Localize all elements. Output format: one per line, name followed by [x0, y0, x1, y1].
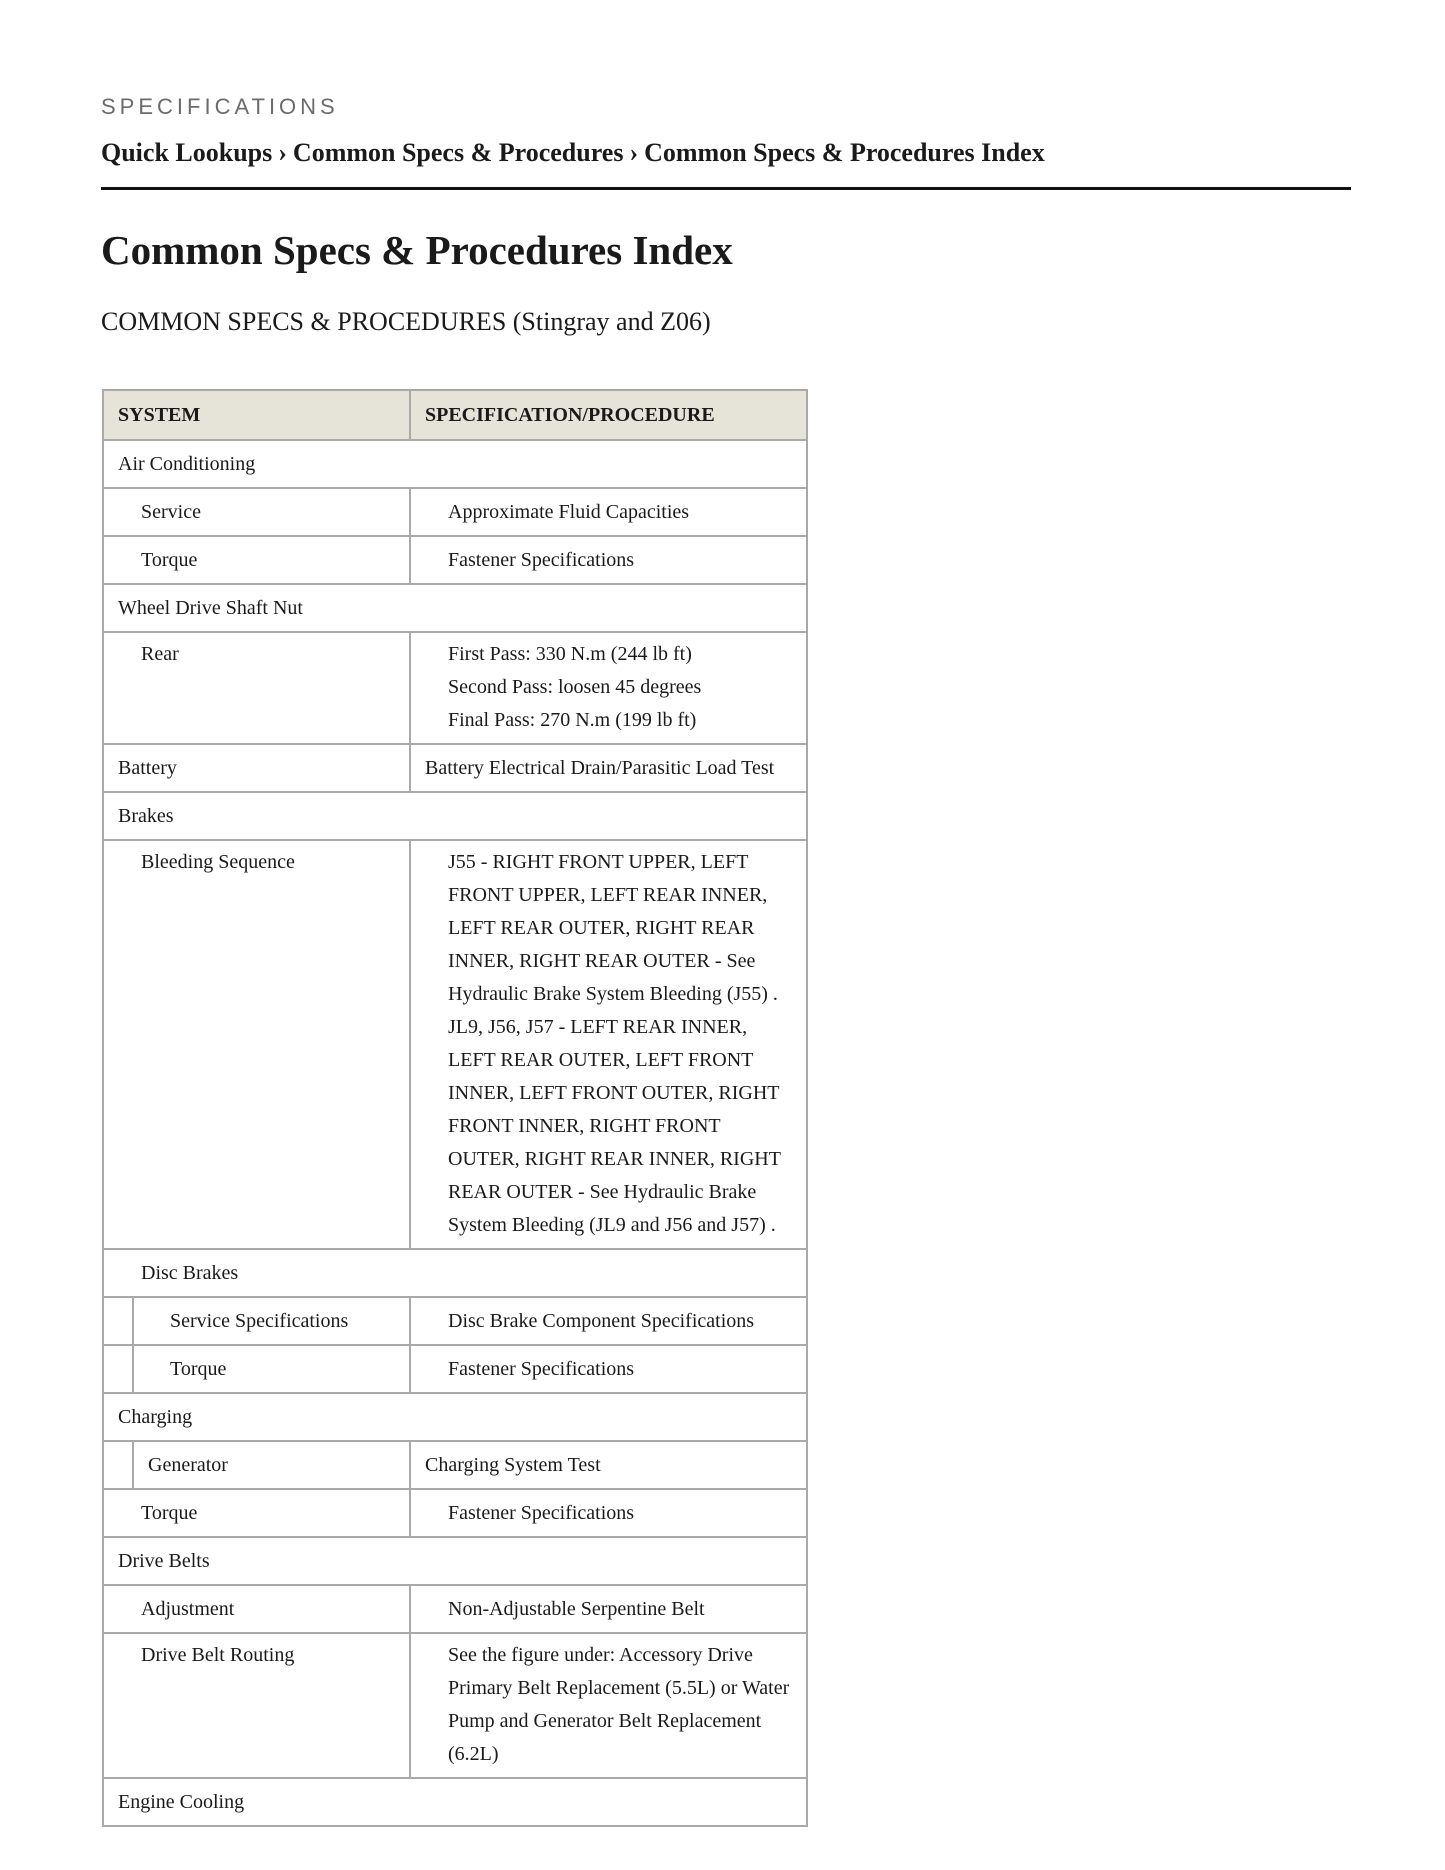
system-label: Torque — [170, 1357, 227, 1380]
indent-stub — [104, 1442, 134, 1488]
table-row — [103, 1297, 807, 1345]
table-row — [103, 1489, 807, 1537]
system-cell: Torque — [103, 536, 410, 584]
nested-wrapper — [104, 1442, 409, 1488]
table-row — [103, 1345, 807, 1393]
system-cell: Rear — [103, 632, 410, 744]
table-row-group — [103, 1778, 807, 1826]
group-drive-belts: Drive Belts — [103, 1537, 807, 1585]
system-cell-nested — [103, 1441, 410, 1489]
page-subtitle: COMMON SPECS & PROCEDURES (Stingray and Z06) — [101, 307, 711, 336]
system-cell-nested — [103, 1297, 410, 1345]
group-disc-brakes: Disc Brakes — [103, 1249, 807, 1297]
system-cell: Battery — [103, 744, 410, 792]
system-label: Generator — [148, 1453, 228, 1476]
breadcrumb-item-index: Common Specs & Procedures Index — [644, 138, 1045, 167]
spec-cell-multiline — [410, 1633, 807, 1778]
spec-link[interactable]: Hydraulic Brake System Bleeding (J55) . — [448, 983, 778, 1005]
group-charging: Charging — [103, 1393, 807, 1441]
spec-link[interactable]: Charging System Test — [410, 1441, 807, 1489]
spec-line: Second Pass: loosen 45 degrees — [448, 676, 702, 698]
spec-line: JL9, J56, J57 - LEFT REAR INNER, — [448, 1016, 748, 1038]
system-cell-nested — [103, 1345, 410, 1393]
system-cell: Drive Belt Routing — [103, 1633, 410, 1778]
spec-line: See the figure under: Accessory Drive — [448, 1644, 753, 1666]
specs-table — [102, 389, 808, 1827]
spec-line: LEFT REAR OUTER, LEFT FRONT — [448, 1049, 754, 1071]
breadcrumb-item-quick-lookups[interactable]: Quick Lookups — [101, 138, 273, 167]
spec-line: First Pass: 330 N.m (244 lb ft) — [448, 643, 692, 665]
table-header-row — [103, 390, 807, 440]
nested-wrapper — [104, 1346, 409, 1392]
table-row-group — [103, 1537, 807, 1585]
table-row — [103, 536, 807, 584]
spec-line: INNER, LEFT FRONT OUTER, RIGHT — [448, 1082, 780, 1104]
spec-link[interactable]: Pump and Generator Belt Replacement — [448, 1710, 762, 1732]
spec-line: FRONT UPPER, LEFT REAR INNER, — [448, 884, 768, 906]
table-row — [103, 840, 807, 1249]
table-row-subgroup — [103, 1249, 807, 1297]
table-row — [103, 744, 807, 792]
spec-line: OUTER, RIGHT REAR INNER, RIGHT — [448, 1148, 781, 1170]
spec-line: (6.2L) — [448, 1743, 499, 1765]
spec-link[interactable]: Fastener Specifications — [410, 1345, 807, 1393]
group-air-conditioning: Air Conditioning — [103, 440, 807, 488]
system-cell: Bleeding Sequence — [103, 840, 410, 1249]
table-row — [103, 1633, 807, 1778]
breadcrumb-separator: › — [629, 138, 639, 167]
system-cell: Torque — [103, 1489, 410, 1537]
spec-link[interactable]: Disc Brake Component Specifications — [410, 1297, 807, 1345]
spec-cell-multiline — [410, 632, 807, 744]
spec-cell: Non-Adjustable Serpentine Belt — [410, 1585, 807, 1633]
spec-line: J55 - RIGHT FRONT UPPER, LEFT — [448, 851, 749, 873]
table-row-group — [103, 440, 807, 488]
table-row — [103, 632, 807, 744]
spec-link[interactable]: Approximate Fluid Capacities — [410, 488, 807, 536]
spec-line: REAR OUTER - See Hydraulic Brake — [448, 1181, 757, 1203]
column-header-specification: SPECIFICATION/PROCEDURE — [410, 390, 807, 440]
table-row — [103, 488, 807, 536]
table-row-group — [103, 584, 807, 632]
breadcrumb-item-common-specs[interactable]: Common Specs & Procedures — [292, 138, 624, 167]
system-cell: Adjustment — [103, 1585, 410, 1633]
table-row — [103, 1441, 807, 1489]
system-cell: Service — [103, 488, 410, 536]
spec-line: FRONT INNER, RIGHT FRONT — [448, 1115, 721, 1137]
spec-link[interactable]: System Bleeding (JL9 and J56 and J57) . — [448, 1214, 776, 1236]
spec-line: Final Pass: 270 N.m (199 lb ft) — [448, 709, 697, 731]
group-engine-cooling: Engine Cooling — [103, 1778, 807, 1826]
header-divider — [101, 187, 1351, 190]
table-row — [103, 1585, 807, 1633]
spec-link[interactable]: Fastener Specifications — [410, 536, 807, 584]
nested-wrapper — [104, 1298, 409, 1344]
section-label: SPECIFICATIONS — [101, 94, 339, 119]
spec-link[interactable]: Fastener Specifications — [410, 1489, 807, 1537]
spec-cell-multiline — [410, 840, 807, 1249]
breadcrumb-separator: › — [278, 138, 287, 167]
page-title: Common Specs & Procedures Index — [101, 227, 733, 273]
table-row-group — [103, 1393, 807, 1441]
group-brakes: Brakes — [103, 792, 807, 840]
group-wheel-drive-shaft-nut: Wheel Drive Shaft Nut — [103, 584, 807, 632]
breadcrumb — [101, 138, 1045, 168]
column-header-system: SYSTEM — [103, 390, 410, 440]
table-row-group — [103, 792, 807, 840]
system-label: Service Specifications — [170, 1309, 349, 1332]
indent-stub — [104, 1298, 134, 1344]
indent-stub — [104, 1346, 134, 1392]
spec-line: INNER, RIGHT REAR OUTER - See — [448, 950, 756, 972]
spec-link[interactable]: Battery Electrical Drain/Parasitic Load Test — [410, 744, 807, 792]
spec-link[interactable]: Primary Belt Replacement (5.5L) or Water — [448, 1677, 790, 1699]
spec-line: LEFT REAR OUTER, RIGHT REAR — [448, 917, 755, 939]
